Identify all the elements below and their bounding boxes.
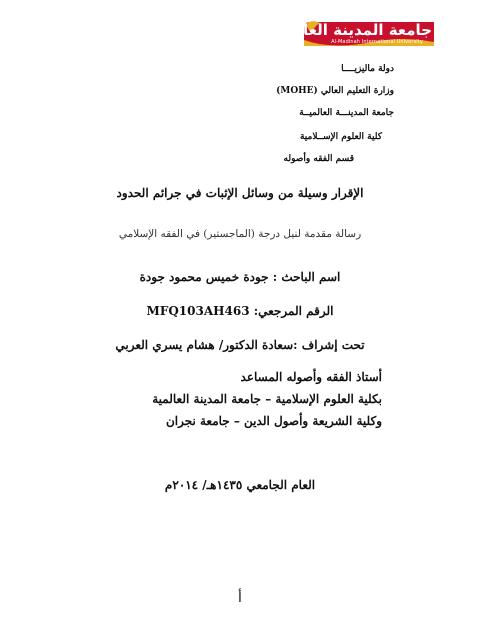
logo-english-name: Al-Madinah International University	[331, 39, 423, 45]
logo-arabic-name: جامعة المدينة العالمية	[272, 21, 432, 39]
supervisor-line: تحت إشراف :سعادة الدكتور/ هشام يسري العربي	[115, 338, 365, 352]
thesis-title: الإقرار وسيلة من وسائل الإثبات في جرائم الحدود	[116, 186, 364, 200]
department-line: قسم الفقه وأصوله	[283, 154, 354, 164]
university-line: جامعة المدينـــة العالميــة	[299, 108, 394, 118]
university-logo	[272, 20, 436, 50]
researcher-name: اسم الباحث : جودة خميس محمود جودة	[139, 270, 341, 284]
thesis-subtitle: رسالة مقدمة لنيل درجة (الماجستير) في الفقه الإسلامي	[118, 228, 362, 240]
supervisor-affiliation-1: بكلية العلوم الإسلامية – جامعة المدينة العالمية	[152, 392, 382, 406]
supervisor-affiliation-2: وكلية الشريعة وأصول الدين – جامعة نجران	[165, 414, 382, 428]
ministry-line: وزارة التعليم العالي (MOHE)	[276, 86, 394, 96]
reference-code: MFQ103AH463	[146, 304, 250, 318]
country-line: دولة ماليزيــــا	[341, 64, 394, 74]
academic-year: العام الجامعي ١٤٣٥هـ/ ٢٠١٤م	[164, 478, 316, 492]
faculty-line: كلية العلوم الإســلامية	[299, 132, 382, 142]
reference-number	[0, 304, 480, 318]
reference-label: الرقم المرجعي:	[253, 304, 334, 318]
page-number: أ	[238, 590, 242, 606]
supervisor-role: أستاذ الفقه وأصوله المساعد	[240, 370, 382, 384]
